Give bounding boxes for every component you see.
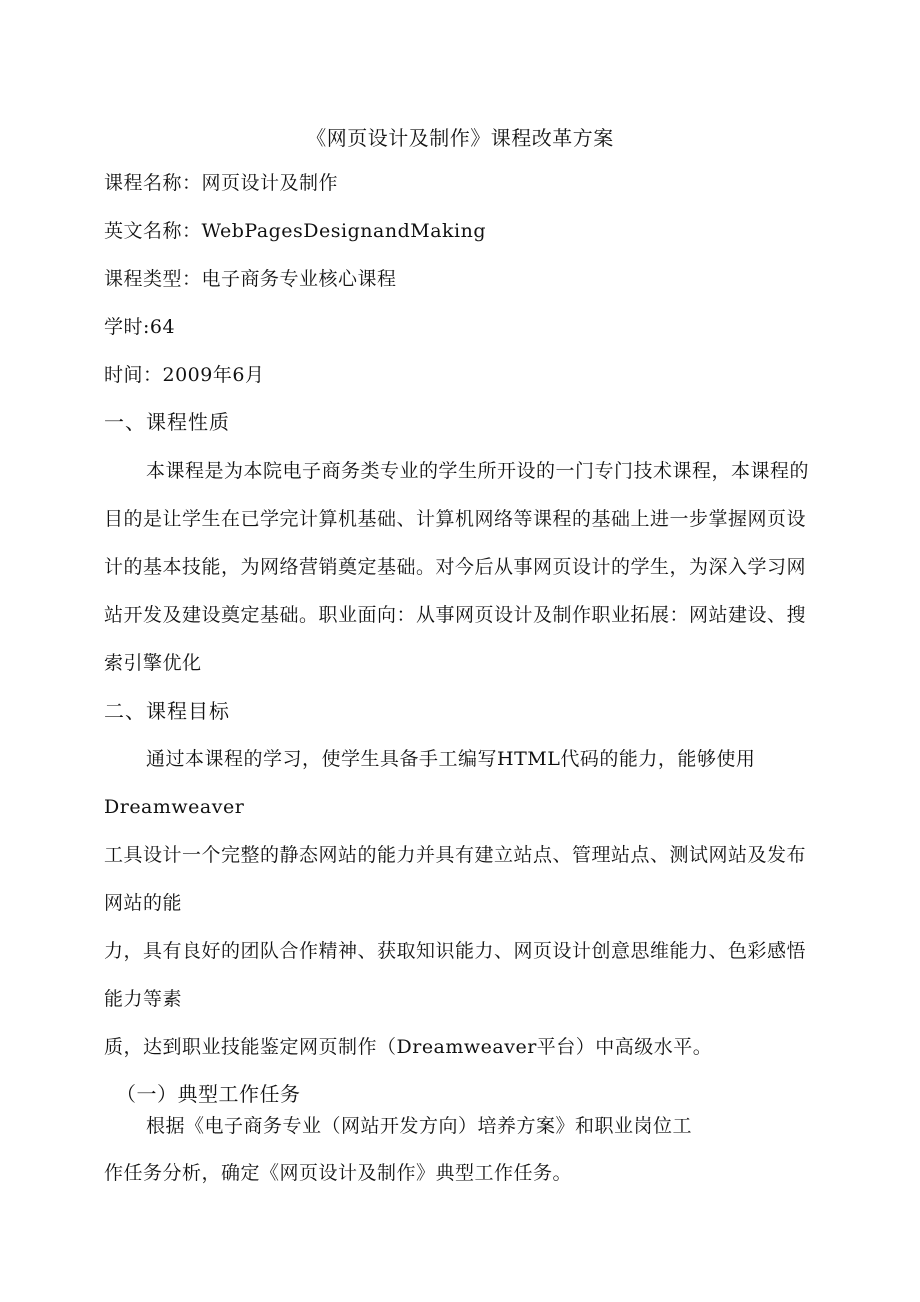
paragraph-line: 网站的能 <box>104 892 183 914</box>
paragraph-line: 计的基本技能，为网络营销奠定基础。对今后从事网页设计的学生，为深入学习网 <box>104 556 807 578</box>
meta-course-name: 课程名称：网页设计及制作 <box>104 172 339 194</box>
meta-english-name: 英文名称：WebPagesDesignandMaking <box>104 220 487 242</box>
paragraph-line: 工具设计一个完整的静态网站的能力并具有建立站点、管理站点、测试网站及发布 <box>104 844 807 866</box>
meta-hours: 学时:64 <box>104 316 176 338</box>
meta-course-type: 课程类型：电子商务专业核心课程 <box>104 268 397 290</box>
paragraph-line: 作任务分析，确定《网页设计及制作》典型工作任务。 <box>104 1162 573 1184</box>
paragraph-line: 质，达到职业技能鉴定网页制作（Dreamweaver平台）中高级水平。 <box>104 1036 713 1058</box>
paragraph-line: 索引擎优化 <box>104 652 202 674</box>
section-heading-objectives: 二、课程目标 <box>104 699 230 723</box>
document-title: 《网页设计及制作》课程改革方案 <box>306 126 614 150</box>
paragraph-line: 站开发及建设奠定基础。职业面向：从事网页设计及制作职业拓展：网站建设、搜 <box>104 604 807 626</box>
meta-date: 时间：2009年6月 <box>104 364 265 386</box>
paragraph-line: 根据《电子商务专业（网站开发方向）培养方案》和职业岗位工 <box>146 1115 693 1137</box>
paragraph-line: 目的是让学生在已学完计算机基础、计算机网络等课程的基础上进一步掌握网页设 <box>104 508 807 530</box>
paragraph-line: 通过本课程的学习，使学生具备手工编写HTML代码的能力，能够使用 <box>146 748 756 770</box>
paragraph-line: Dreamweaver <box>104 796 245 818</box>
paragraph-line: 力，具有良好的团队合作精神、获取知识能力、网页设计创意思维能力、色彩感悟 <box>104 940 807 962</box>
subsection-heading-typical-tasks: （一）典型工作任务 <box>116 1082 301 1106</box>
paragraph-line: 能力等素 <box>104 988 183 1010</box>
paragraph-line: 本课程是为本院电子商务类专业的学生所开设的一门专门技术课程，本课程的 <box>146 460 810 482</box>
section-heading-nature: 一、课程性质 <box>104 410 230 434</box>
